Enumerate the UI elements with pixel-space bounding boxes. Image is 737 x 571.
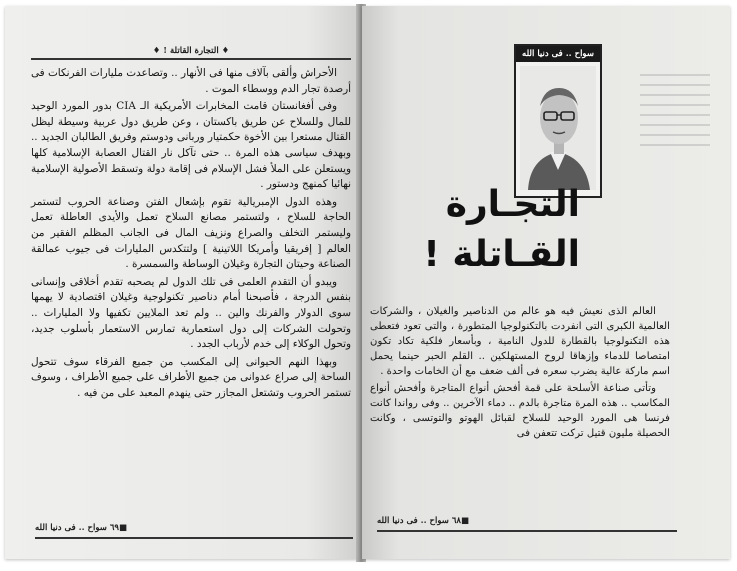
- paragraph: وفى أفغانستان قامت المخابرات الأمريكية الـ CIA بدور المورد الوحيد للمال وللسلاح عن طريق باكستان ، وعن طريق دول عربية وسيطة ليظل القتال مستعرا بين الأخوة حكمتيار وربانى ودوستم وفريق الطالبان الجديد .. وبهدف سياسى هذه المرة .. حتى تآكل نار القتال العصابة الإسلامية كلها ويستعلن على الملأ فشل الإسلام فى إقامة دولة وتسقط الأصولية الإسلامية نهائيا كمنهج ودستور .: [31, 100, 351, 191]
- footer-rule: [377, 530, 677, 532]
- footer-rule: [35, 537, 353, 539]
- page-number-footer: ■٦٨ سواح .. فى دنيا الله: [377, 516, 470, 526]
- show-through-text: [640, 66, 710, 166]
- running-head: ♦ التجارة القاتلة ! ♦: [31, 46, 351, 60]
- paragraph: وبهذا النهم الحيوانى إلى المكسب من جميع الفرقاء سوف تتحول الساحة إلى صراع عدوانى من جميع الأطراف على جميع الأطراف ، وسوف تستمر الحروب وتشتعل المجازر حتى ينهدم المعبد على من فيه .: [31, 355, 351, 399]
- portrait-caption: سواح .. فى دنيا الله: [516, 46, 600, 62]
- headline-line-1: التجـارة: [445, 184, 580, 225]
- left-page: [5, 6, 360, 559]
- author-portrait-box: [514, 44, 602, 198]
- left-body-text: [31, 66, 351, 403]
- author-portrait: [520, 66, 596, 190]
- paragraph: الأحراش وألقى بآلاف منها فى الأنهار .. وتصاعدت مليارات الفرنكات فى أرصدة تجار الدم ووسطاء الموت .: [31, 67, 351, 95]
- right-page: [362, 6, 730, 559]
- page-number-footer: ■٦٩ سواح .. فى دنيا الله: [35, 523, 128, 533]
- headline-line-2: القـاتلة !: [423, 234, 580, 275]
- paragraph: وتأتى صناعة الأسلحة على قمة أفحش أنواع المتاجرة وأفحش أنواع المكاسب .. هذه المرة متاجرة بالدم .. دماء الآخرين .. وفى رواندا كانت فرنسا هى المورد الوحيد للسلاح لقبائل الهوتو والتوتسى ، وكانت الحصيلة مليون قتيل تركت تتعفن فى: [370, 383, 670, 439]
- right-body-text: [370, 304, 670, 443]
- paragraph: العالم الذى نعيش فيه هو عالم من الدناصير والغيلان ، والشركات العالمية الكبرى التى انفردت بالتكنولوجيا المتطورة ، والتى تعود فتعطى هذه التكنولوجيا بالقطارة للدول النامية ، وبأسعار فلكية تكاد تكون امتصاصا للدماء وإزهاقا لروح المستهلكين .. القلم الحبر حينما يحمل اسم ماركة عالية يضرب سعره فى ألف ضعف مع أن الخامات واحدة .: [370, 306, 670, 377]
- paragraph: وهذه الدول الإمبريالية تقوم بإشعال الفتن وصناعة الحروب لتستمر الحاجة للسلاح ، ولتستمر مصانع السلاح تعمل والأيدى العاطلة تعمل وليستمر التخلف والصراع ونزيف المال فى الجانب المظلم الفقير من العالم [ إفريقيا وأمريكا اللاتينية ] ولتتكدس المليارات فى جيوب عمالقة الصناعة وحيتان التجارة وغيلان الوساطة والسمسرة .: [31, 195, 351, 271]
- paragraph: ويبدو أن التقدم العلمى فى تلك الدول لم يصحبه تقدم أخلاقى وإنسانى بنفس الدرجة ، فأصبحنا أمام دناصير تكنولوجية وغيلان اقتصادية لا يهمها سوى الدولار والفرنك والين .. ولم تعد الملايين تكفيها ولا المليارات .. وتحولت الشركات إلى دول استعمارية تمارس الاستعمار بأسلوب جديد، وتحول الوكلاء إلى خدم لأرباب الجدد .: [31, 275, 351, 351]
